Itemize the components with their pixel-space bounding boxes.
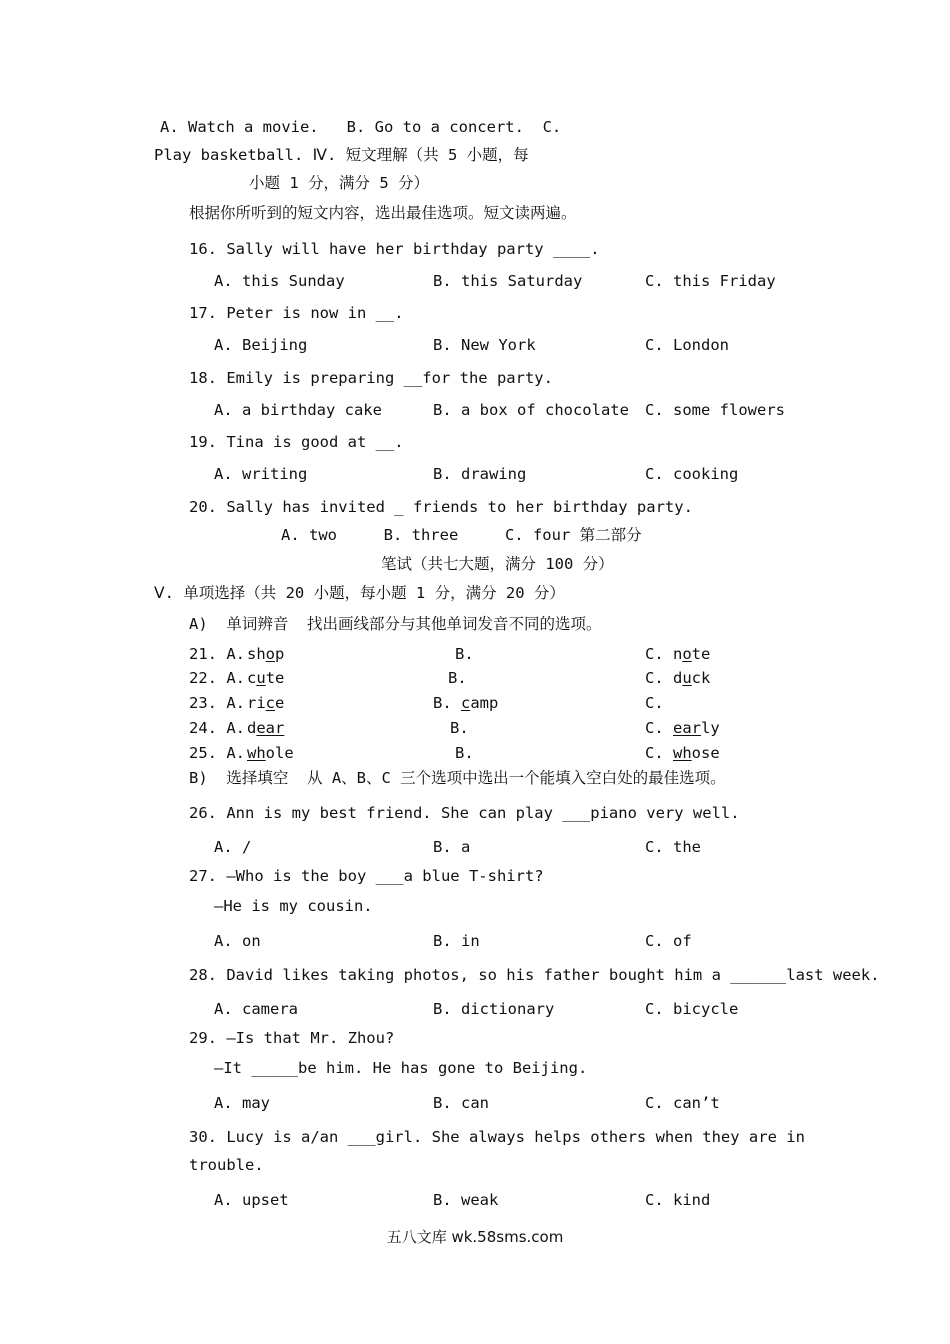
q26-option-c: C. the: [645, 838, 701, 856]
q18-option-c: C. some flowers: [645, 401, 785, 419]
phonics-21-label: 21. A.: [189, 645, 245, 663]
phonics-23-option-b: B. camp: [433, 694, 499, 712]
phonics-22-option-c: C. duck: [645, 669, 711, 687]
phonics-25-option-b: B.: [455, 744, 474, 762]
phonics-24-option-c: C. early: [645, 719, 720, 737]
phonics-22-label: 22. A.: [189, 669, 245, 687]
question-19: 19. Tina is good at __.: [189, 433, 404, 451]
phonics-21-option-b: B.: [455, 645, 474, 663]
q19-option-b: B. drawing: [433, 465, 527, 483]
q27-option-c: C. of: [645, 932, 692, 950]
q29-option-c: C. can’t: [645, 1094, 720, 1112]
q30-option-c: C. kind: [645, 1191, 711, 1209]
phonics-21-option-a: shop: [247, 645, 285, 663]
question-17: 17. Peter is now in __.: [189, 304, 404, 322]
footer-watermark: 五八文库 wk.58sms.com: [386, 1228, 564, 1246]
phonics-22-option-b: B.: [448, 669, 467, 687]
q29-option-b: B. can: [433, 1094, 489, 1112]
question-16: 16. Sally will have her birthday party ____.: [189, 240, 600, 258]
q27-option-b: B. in: [433, 932, 480, 950]
question-26: 26. Ann is my best friend. She can play ___piano very well.: [189, 804, 740, 822]
phonics-23-option-a: rice: [247, 694, 285, 712]
section5-part-b: B) 选择填空 从 A、B、C 三个选项中选出一个能填入空白处的最佳选项。: [189, 769, 726, 787]
q29-option-a: A. may: [214, 1094, 270, 1112]
q26-option-b: B. a: [433, 838, 471, 856]
section4-heading-line2: 小题 1 分，满分 5 分）: [249, 174, 429, 192]
q16-option-b: B. this Saturday: [433, 272, 583, 290]
question-20: 20. Sally has invited _ friends to her birthday party.: [189, 498, 693, 516]
phonics-25-label: 25. A.: [189, 744, 245, 762]
phonics-24-label: 24. A.: [189, 719, 245, 737]
question-30: 30. Lucy is a/an ___girl. She always helps others when they are in: [189, 1128, 805, 1146]
question-29: 29. —Is that Mr. Zhou?: [189, 1029, 395, 1047]
section5-title: Ⅴ. 单项选择（共 20 小题，每小题 1 分，满分 20 分）: [154, 584, 565, 602]
phonics-24-option-a: dear: [247, 719, 285, 737]
section4-instruction: 根据你所听到的短文内容，选出最佳选项。短文读两遍。: [189, 204, 577, 222]
phonics-21-option-c: C. note: [645, 645, 711, 663]
q17-option-b: B. New York: [433, 336, 536, 354]
phonics-24-option-b: B.: [450, 719, 469, 737]
q26-option-a: A. /: [214, 838, 252, 856]
phonics-23-label: 23. A.: [189, 694, 245, 712]
phonics-23-option-c: C.: [645, 694, 664, 712]
q27-option-a: A. on: [214, 932, 261, 950]
section4-heading-line1: Play basketball. Ⅳ. 短文理解（共 5 小题，每: [154, 146, 529, 164]
q28-option-b: B. dictionary: [433, 1000, 555, 1018]
question-27: 27. —Who is the boy ___a blue T-shirt?: [189, 867, 544, 885]
section5-part-a: A) 单词辨音 找出画线部分与其他单词发音不同的选项。: [189, 615, 602, 633]
option-line-15: A. Watch a movie. B. Go to a concert. C.: [160, 118, 562, 136]
q20-options: A. two B. three C. four 第二部分: [281, 526, 642, 544]
q17-option-c: C. London: [645, 336, 729, 354]
question-27-reply: —He is my cousin.: [214, 897, 373, 915]
q16-option-c: C. this Friday: [645, 272, 776, 290]
q19-option-c: C. cooking: [645, 465, 739, 483]
q28-option-a: A. camera: [214, 1000, 298, 1018]
phonics-22-option-a: cute: [247, 669, 285, 687]
q17-option-a: A. Beijing: [214, 336, 308, 354]
question-28: 28. David likes taking photos, so his father bought him a ______last week.: [189, 966, 880, 984]
q19-option-a: A. writing: [214, 465, 308, 483]
q28-option-c: C. bicycle: [645, 1000, 739, 1018]
q30-option-a: A. upset: [214, 1191, 289, 1209]
q30-option-b: B. weak: [433, 1191, 499, 1209]
q16-option-a: A. this Sunday: [214, 272, 345, 290]
q18-option-b: B. a box of chocolate: [433, 401, 629, 419]
q18-option-a: A. a birthday cake: [214, 401, 382, 419]
question-29-reply: —It _____be him. He has gone to Beijing.: [214, 1059, 588, 1077]
phonics-25-option-a: whole: [247, 744, 294, 762]
question-30-cont: trouble.: [189, 1156, 264, 1174]
written-part-header: 笔试（共七大题，满分 100 分）: [381, 555, 614, 573]
phonics-25-option-c: C. whose: [645, 744, 720, 762]
question-18: 18. Emily is preparing __for the party.: [189, 369, 553, 387]
